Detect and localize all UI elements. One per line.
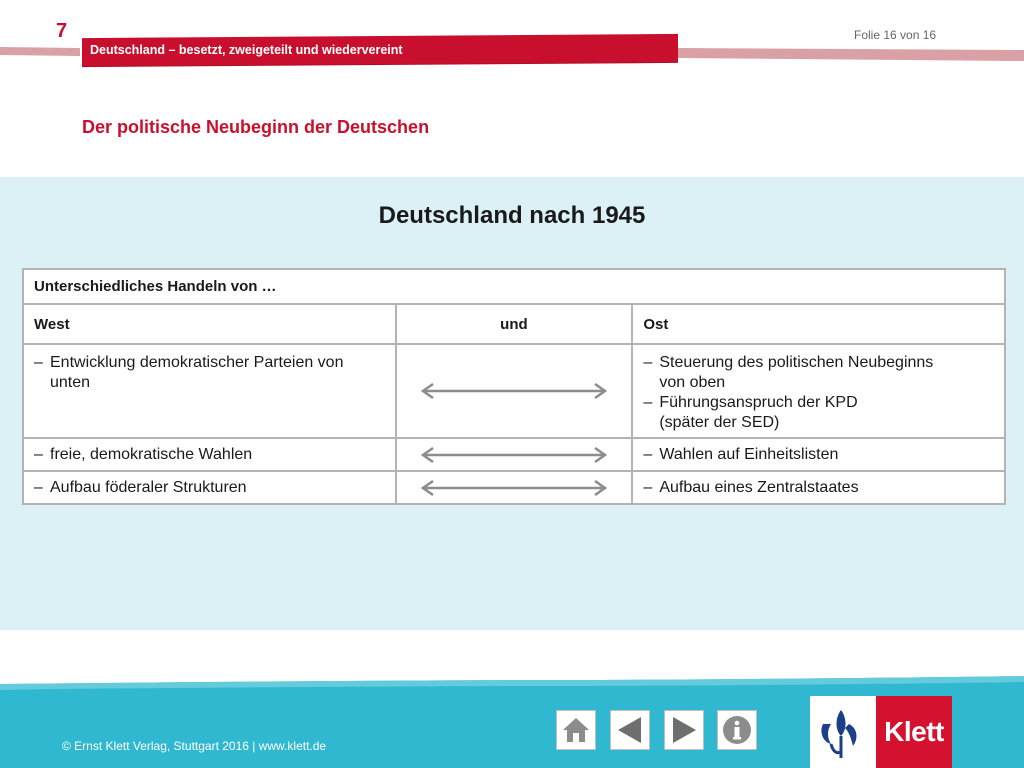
west-cell bbox=[23, 438, 396, 471]
ost-cell bbox=[632, 438, 1005, 471]
list-item bbox=[34, 353, 385, 393]
list-item-text: Steuerung des politischen Neubeginns von oben bbox=[659, 354, 934, 391]
klett-emblem bbox=[810, 696, 876, 768]
list-item-text: freie, demokratische Wahlen bbox=[50, 445, 253, 463]
column-header-row bbox=[23, 304, 1005, 344]
list-item bbox=[643, 393, 994, 433]
dash-bullet: – bbox=[34, 478, 43, 496]
klett-wordmark: Klett bbox=[876, 696, 952, 768]
column-header-west: West bbox=[23, 304, 396, 344]
previous-slide-button[interactable] bbox=[610, 710, 650, 750]
double-arrow-icon bbox=[419, 480, 609, 496]
column-header-ost: Ost bbox=[632, 304, 1005, 344]
dash-bullet: – bbox=[643, 394, 653, 411]
copyright-text: © Ernst Klett Verlag, Stuttgart 2016 | www.klett.de bbox=[62, 739, 327, 753]
dash-bullet: – bbox=[643, 354, 653, 371]
double-arrow-icon bbox=[419, 383, 609, 399]
section-subtitle: Der politische Neubeginn der Deutschen bbox=[82, 117, 430, 137]
table-row bbox=[23, 438, 1005, 471]
next-slide-button[interactable] bbox=[664, 710, 704, 750]
home-icon bbox=[561, 715, 591, 745]
ost-cell bbox=[632, 344, 1005, 438]
west-cell bbox=[23, 344, 396, 438]
chapter-banner-text: Deutschland – besetzt, zweigeteilt und wiedervereint bbox=[90, 43, 403, 57]
list-item-text: Aufbau föderaler Strukturen bbox=[50, 478, 247, 496]
column-header-und: und bbox=[396, 304, 633, 344]
list-item bbox=[643, 478, 994, 498]
list-item-text: Wahlen auf Einheitslisten bbox=[659, 445, 839, 463]
arrow-cell bbox=[396, 471, 633, 504]
table-header-row bbox=[23, 269, 1005, 304]
list-item bbox=[643, 353, 994, 393]
info-button[interactable] bbox=[717, 710, 757, 750]
home-button[interactable] bbox=[556, 710, 596, 750]
klett-emblem-icon bbox=[815, 702, 871, 762]
next-icon bbox=[669, 715, 699, 745]
arrow-cell bbox=[396, 344, 633, 438]
arrow-cell bbox=[396, 438, 633, 471]
list-item bbox=[34, 445, 385, 465]
dash-bullet: – bbox=[643, 445, 653, 463]
ost-cell bbox=[632, 471, 1005, 504]
previous-icon bbox=[615, 715, 645, 745]
list-item-text: Führungsanspruch der KPD (später der SED) bbox=[659, 394, 858, 431]
slide-title: Deutschland nach 1945 bbox=[378, 202, 646, 229]
info-icon bbox=[721, 714, 753, 746]
west-cell bbox=[23, 471, 396, 504]
list-item bbox=[643, 445, 994, 465]
table-header-cell: Unterschiedliches Handeln von … bbox=[23, 269, 1005, 304]
dash-bullet: – bbox=[34, 354, 43, 371]
list-item-text: Entwicklung demokratischer Parteien von unten bbox=[50, 354, 344, 391]
list-item-text: Aufbau eines Zentralstaates bbox=[659, 478, 859, 496]
dash-bullet: – bbox=[643, 478, 653, 496]
comparison-table bbox=[22, 268, 1006, 505]
table-row bbox=[23, 471, 1005, 504]
slide-counter: Folie 16 von 16 bbox=[854, 28, 937, 42]
list-item bbox=[34, 478, 385, 498]
klett-logo[interactable] bbox=[810, 696, 952, 768]
double-arrow-icon bbox=[419, 447, 609, 463]
dash-bullet: – bbox=[34, 445, 43, 463]
chapter-number: 7 bbox=[56, 20, 68, 42]
table-row bbox=[23, 344, 1005, 438]
